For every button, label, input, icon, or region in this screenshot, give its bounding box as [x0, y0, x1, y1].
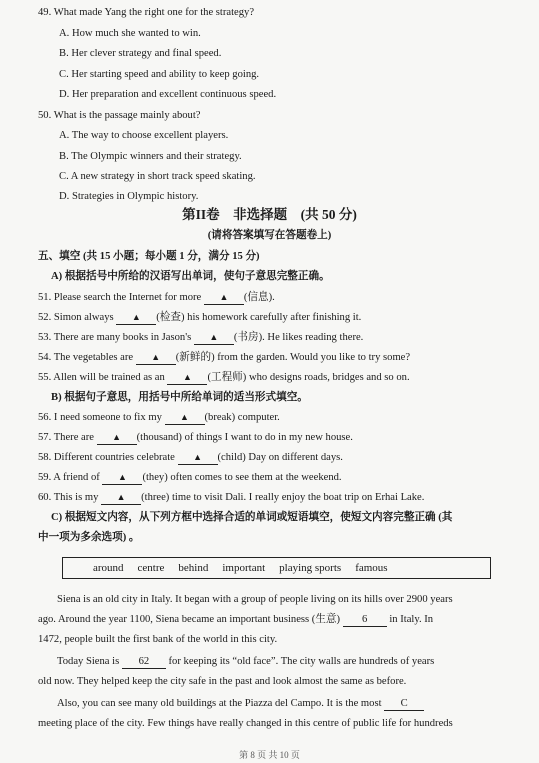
passage-p2-line1: Today Siena is 62 for keeping its “old face”. The city walls are hundreds of years: [57, 656, 435, 667]
passage-p3-line1: Also, you can see many old buildings at the Piazza del Campo. It is the most C: [57, 697, 424, 711]
word-option: behind: [178, 562, 209, 574]
item-59: 59. A friend of ▲ (they) often comes to see them at the weekend.: [38, 472, 342, 483]
answer-blank[interactable]: ▲: [167, 371, 207, 385]
item-52: 52. Simon always ▲ (检查) his homework carefully after finishing it.: [38, 312, 362, 323]
answer-blank[interactable]: ▲: [204, 291, 244, 305]
passage-blank[interactable]: C: [384, 698, 424, 711]
question-49-option-b: B. Her clever strategy and final speed.: [59, 48, 222, 59]
answer-blank[interactable]: ▲: [116, 311, 156, 325]
question-50-stem: 50. What is the passage mainly about?: [38, 110, 201, 121]
part-b-instruction: B) 根据句子意思，用括号中所给单词的适当形式填空。: [51, 392, 308, 403]
passage-p1-line3: 1472, people built the first bank of the world in this city.: [38, 634, 278, 645]
passage-blank[interactable]: 62: [122, 656, 166, 669]
answer-blank[interactable]: ▲: [102, 471, 142, 485]
answer-blank[interactable]: ▲: [97, 431, 137, 445]
answer-blank[interactable]: ▲: [194, 331, 234, 345]
passage-blank[interactable]: 6: [343, 614, 387, 627]
part-a-instruction: A) 根据括号中所给的汉语写出单词，使句子意思完整正确。: [51, 271, 330, 282]
word-choice-box: [62, 557, 491, 579]
question-49-stem: 49. What made Yang the right one for the strategy?: [38, 7, 255, 18]
item-55: 55. Allen will be trained as an ▲ (工程师) who designs roads, bridges and so on.: [38, 372, 410, 383]
item-57: 57. There are ▲ (thousand) of things I want to do in my new house.: [38, 432, 353, 443]
section-5-heading: 五、填空 (共 15 小题；每小题 1 分，满分 15 分): [38, 251, 260, 262]
passage-p2-line2: old now. They helped keep the city safe in the past and look almost the same as before.: [38, 676, 407, 687]
word-option: important: [222, 562, 266, 574]
word-option: playing sports: [279, 562, 342, 574]
answer-blank[interactable]: ▲: [136, 351, 176, 365]
part-c-instruction-line1: C) 根据短文内容，从下列方框中选择合适的单词或短语填空，使短文内容完整正确 (其: [51, 512, 453, 523]
word-option: around: [93, 562, 124, 574]
question-50-option-d: D. Strategies in Olympic history.: [59, 191, 199, 202]
part-2-title: 第II卷 非选择题 (共 50 分): [182, 207, 357, 222]
answer-blank[interactable]: ▲: [178, 451, 218, 465]
answer-blank[interactable]: ▲: [165, 411, 205, 425]
item-56: 56. I need someone to fix my ▲ (break) computer.: [38, 412, 280, 423]
question-50-option-c: C. A new strategy in short track speed skating.: [59, 171, 256, 182]
item-53: 53. There are many books in Jason's ▲ (书房). He likes reading there.: [38, 332, 364, 343]
item-54: 54. The vegetables are ▲ (新鲜的) from the garden. Would you like to try some?: [38, 352, 411, 363]
item-51: 51. Please search the Internet for more ▲ (信息).: [38, 292, 275, 303]
passage-p1-line1: Siena is an old city in Italy. It began with a group of people living on its hills over 2900 years: [57, 594, 453, 605]
word-option: famous: [355, 562, 388, 574]
answer-blank[interactable]: ▲: [101, 491, 141, 505]
question-49-option-d: D. Her preparation and excellent continuous speed.: [59, 89, 277, 100]
page-footer: 第 8 页 共 10 页: [239, 750, 300, 760]
word-option: centre: [137, 562, 165, 574]
question-50-option-b: B. The Olympic winners and their strategy.: [59, 151, 242, 162]
passage-p1-line2: ago. Around the year 1100, Siena became an important business (生意) 6 in Italy. In: [38, 614, 434, 625]
part-2-subtitle: (请将答案填写在答题卷上): [207, 230, 332, 241]
question-49-option-c: C. Her starting speed and ability to keep going.: [59, 69, 260, 80]
question-50-option-a: A. The way to choose excellent players.: [59, 130, 229, 141]
passage-p3-line2: meeting place of the city. Few things have really changed in this centre of public life for hundreds: [38, 718, 453, 729]
item-60: 60. This is my ▲ (three) time to visit Dali. I really enjoy the boat trip on Erhai Lake.: [38, 492, 425, 503]
item-58: 58. Different countries celebrate ▲ (child) Day on different days.: [38, 452, 343, 463]
part-c-instruction-line2: 中一项为多余选项) 。: [38, 532, 140, 543]
question-49-option-a: A. How much she wanted to win.: [59, 28, 201, 39]
